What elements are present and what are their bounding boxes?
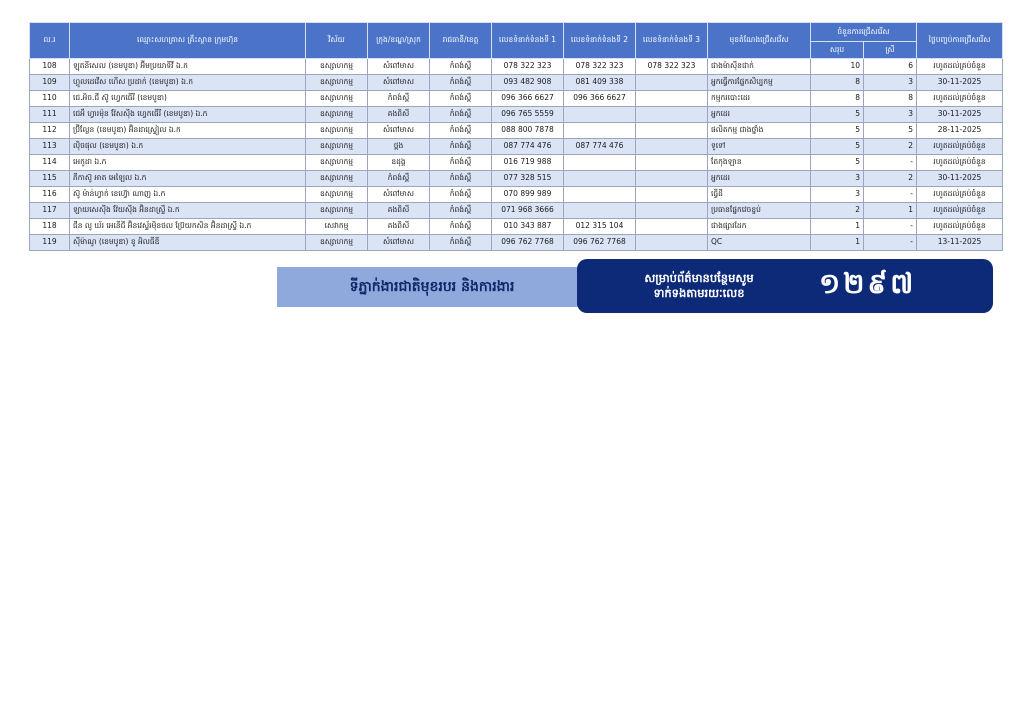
hotline-banner: [577, 259, 993, 313]
table-row: [30, 91, 1003, 107]
cell-province: កំពង់ស្ពឺ: [430, 91, 492, 107]
cell-phone3: [636, 91, 708, 107]
cell-female: 2: [864, 139, 917, 155]
cell-district: ឧដុង្គ: [368, 155, 430, 171]
cell-phone1: 077 328 515: [492, 171, 564, 187]
cell-province: កំពង់ស្ពឺ: [430, 203, 492, 219]
cell-no: 109: [30, 75, 70, 91]
cell-position: ជាងផ្សារដែក: [708, 219, 811, 235]
cell-sector: ឧស្សាហកម្ម: [306, 235, 368, 251]
cell-position: តែកុងឡាន: [708, 155, 811, 171]
cell-position: ជាងម៉ាស៊ីនជាក់: [708, 59, 811, 75]
cell-phone2: 096 366 6627: [564, 91, 636, 107]
agency-name: ទីភ្នាក់ងារជាតិមុខរបរ និងការងារ: [349, 278, 515, 295]
cell-no: 110: [30, 91, 70, 107]
header-district: ក្រុង/ខណ្ឌ/ស្រុក: [368, 23, 430, 59]
cell-no: 111: [30, 107, 70, 123]
cell-female: -: [864, 187, 917, 203]
cell-total: 3: [811, 187, 864, 203]
cell-phone1: 078 322 323: [492, 59, 564, 75]
cell-total: 3: [811, 171, 864, 187]
cell-female: -: [864, 219, 917, 235]
table-row: [30, 59, 1003, 75]
cell-no: 108: [30, 59, 70, 75]
table-row: [30, 75, 1003, 91]
job-vacancy-table: [29, 22, 1003, 251]
cell-position: កម្មករបោះដេរ: [708, 91, 811, 107]
cell-position: ផលិតកម្ម ជាងថ្នាំង: [708, 123, 811, 139]
cell-sector: ឧស្សាហកម្ម: [306, 155, 368, 171]
cell-no: 119: [30, 235, 70, 251]
cell-phone2: 078 322 323: [564, 59, 636, 75]
cell-district: សំពៅមាស: [368, 75, 430, 91]
cell-sector: ឧស្សាហកម្ម: [306, 123, 368, 139]
cell-female: -: [864, 155, 917, 171]
cell-phone1: 087 774 476: [492, 139, 564, 155]
cell-sector: ឧស្សាហកម្ម: [306, 107, 368, 123]
cell-district: សំពៅមាស: [368, 235, 430, 251]
cell-female: 6: [864, 59, 917, 75]
header-position: មុខតំណែងជ្រើសរើស: [708, 23, 811, 59]
cell-phone1: 096 366 6627: [492, 91, 564, 107]
table-row: [30, 155, 1003, 171]
header-company: ឈ្មោះសហគ្រាស គ្រឹះស្ថាន ក្រុមហ៊ុន: [70, 23, 306, 59]
cell-company: ឡាយសេស៊ីង វ៉ែយស៊ីង អ៊ិនដាស្ទ្រី ឯ.ក: [70, 203, 306, 219]
header-recruit-group: ចំនួនការជ្រើសរើស: [811, 23, 917, 42]
cell-province: កំពង់ស្ពឺ: [430, 171, 492, 187]
cell-phone1: 010 343 887: [492, 219, 564, 235]
cell-phone3: [636, 203, 708, 219]
cell-total: 5: [811, 155, 864, 171]
hotline-info-line2: ទាក់ទងតាមរយៈលេខ: [653, 286, 745, 300]
cell-company: ហ្គូលដេវើស ហើស ប្រដាក់ (ខេមបូឌា) ឯ.ក: [70, 75, 306, 91]
cell-phone1: 093 482 908: [492, 75, 564, 91]
cell-phone3: [636, 187, 708, 203]
cell-company: ជីន លូ ឃ័រ អេនើជី អ៊ិនវេស្ទ័រម៉ិនថល ប្រ៊ែយកសិន អ៊ិនដាស្ទ្រី ឯ.ក: [70, 219, 306, 235]
table-row: [30, 123, 1003, 139]
table-row: [30, 203, 1003, 219]
cell-deadline: 30-11-2025: [917, 171, 1003, 187]
cell-phone1: 088 800 7878: [492, 123, 564, 139]
cell-phone2: 081 409 338: [564, 75, 636, 91]
cell-deadline: 13-11-2025: [917, 235, 1003, 251]
cell-sector: ឧស្សាហកម្ម: [306, 171, 368, 187]
cell-sector: ឧស្សាហកម្ម: [306, 59, 368, 75]
cell-district: សំពៅមាស: [368, 59, 430, 75]
header-total: សរុប: [811, 42, 864, 59]
cell-no: 116: [30, 187, 70, 203]
cell-total: 8: [811, 75, 864, 91]
cell-female: 3: [864, 75, 917, 91]
cell-total: 5: [811, 107, 864, 123]
cell-district: សំពៅមាស: [368, 187, 430, 203]
cell-phone2: 096 762 7768: [564, 235, 636, 251]
cell-phone3: [636, 219, 708, 235]
cell-position: QC: [708, 235, 811, 251]
table-row: [30, 139, 1003, 155]
cell-sector: ឧស្សាហកម្ម: [306, 75, 368, 91]
cell-company: ភីកាស៊ូ អាត អេឡៃល ឯ.ក: [70, 171, 306, 187]
cell-position: អ្នកធ្វើការផ្នែកសិប្បកម្ម: [708, 75, 811, 91]
cell-phone3: [636, 123, 708, 139]
cell-no: 113: [30, 139, 70, 155]
cell-sector: ឧស្សាហកម្ម: [306, 203, 368, 219]
cell-position: ទូទៅ: [708, 139, 811, 155]
cell-no: 112: [30, 123, 70, 139]
header-no: ល.រ: [30, 23, 70, 59]
cell-district: គងពិសី: [368, 107, 430, 123]
cell-deadline: 28-11-2025: [917, 123, 1003, 139]
cell-deadline: 30-11-2025: [917, 107, 1003, 123]
cell-sector: ឧស្សាហកម្ម: [306, 187, 368, 203]
cell-company: ស៊ីម៉ាណូ (ខេមបូឌា) ខូ អិលធីឌី: [70, 235, 306, 251]
cell-phone2: [564, 107, 636, 123]
cell-province: កំពង់ស្ពឺ: [430, 139, 492, 155]
cell-phone2: 012 315 104: [564, 219, 636, 235]
cell-company: ជេអឹ ហ្វារម៉ុន វ៉ែសស៊ីង ហ្វេកធើរី (ខេមបូឌា) ឯ.ក: [70, 107, 306, 123]
cell-district: ថ្ពង: [368, 139, 430, 155]
hotline-info-line1: សម្រាប់ព័ត៌មានបន្ថែមសូម: [644, 271, 754, 285]
cell-phone3: 078 322 323: [636, 59, 708, 75]
table-header-row: [30, 23, 1003, 42]
cell-company: ប្រ៊ីល្លែន (ខេមបូឌា) អ៊ិនដាស្ទ្រៀល ឯ.ក: [70, 123, 306, 139]
cell-deadline: រហូតដល់គ្រប់ចំនួន: [917, 59, 1003, 75]
cell-company: ជេ.អិច.ជី ស៊ូ ហ្វេកធើរី (ខេមបូឌា): [70, 91, 306, 107]
header-phone1: លេខទំនាក់ទំនងទី 1: [492, 23, 564, 59]
cell-deadline: រហូតដល់គ្រប់ចំនួន: [917, 203, 1003, 219]
cell-total: 10: [811, 59, 864, 75]
cell-sector: សេវាកម្ម: [306, 219, 368, 235]
header-phone3: លេខទំនាក់ទំនងទី 3: [636, 23, 708, 59]
cell-position: ធ្វើដី: [708, 187, 811, 203]
cell-district: សំពៅមាស: [368, 123, 430, 139]
cell-phone2: [564, 123, 636, 139]
cell-province: កំពង់ស្ពឺ: [430, 123, 492, 139]
cell-position: អ្នកដេរ: [708, 107, 811, 123]
cell-province: កំពង់ស្ពឺ: [430, 107, 492, 123]
cell-deadline: រហូតដល់គ្រប់ចំនួន: [917, 155, 1003, 171]
cell-position: អ្នកដេរ: [708, 171, 811, 187]
cell-phone3: [636, 155, 708, 171]
cell-sector: ឧស្សាហកម្ម: [306, 91, 368, 107]
cell-no: 117: [30, 203, 70, 219]
cell-total: 1: [811, 235, 864, 251]
header-sector: វិស័យ: [306, 23, 368, 59]
cell-phone1: 096 765 5559: [492, 107, 564, 123]
cell-total: 1: [811, 219, 864, 235]
table-body: [30, 59, 1003, 251]
header-deadline: ថ្ងៃបញ្ចប់ការជ្រើសរើស: [917, 23, 1003, 59]
table-row: [30, 107, 1003, 123]
header-province: រាជធានី/ខេត្ត: [430, 23, 492, 59]
cell-province: កំពង់ស្ពឺ: [430, 187, 492, 203]
cell-company: ស៊ូ ម៉ាន់ហ្វាក់ ខេហ្វ៊ោ ណាញ ឯ.ក: [70, 187, 306, 203]
cell-total: 8: [811, 91, 864, 107]
cell-district: គងពិសី: [368, 203, 430, 219]
cell-phone2: [564, 155, 636, 171]
header-female: ស្រី: [864, 42, 917, 59]
cell-company: ឡុតនីសេល (ខេមបូឌា) អ៊ីមប្រយាទីវី ឯ.ក: [70, 59, 306, 75]
cell-female: 2: [864, 171, 917, 187]
cell-no: 114: [30, 155, 70, 171]
cell-district: កំពង់ស្ពឺ: [368, 171, 430, 187]
cell-phone2: [564, 203, 636, 219]
cell-female: -: [864, 235, 917, 251]
cell-deadline: រហូតដល់គ្រប់ចំនួន: [917, 187, 1003, 203]
cell-phone2: [564, 187, 636, 203]
cell-no: 115: [30, 171, 70, 187]
cell-phone3: [636, 139, 708, 155]
cell-phone3: [636, 107, 708, 123]
cell-phone1: 070 899 989: [492, 187, 564, 203]
cell-female: 8: [864, 91, 917, 107]
table-row: [30, 187, 1003, 203]
cell-deadline: រហូតដល់គ្រប់ចំនួន: [917, 139, 1003, 155]
agency-banner: [277, 267, 587, 307]
cell-deadline: រហូតដល់គ្រប់ចំនួន: [917, 91, 1003, 107]
cell-district: កំពង់ស្ពឺ: [368, 91, 430, 107]
cell-no: 118: [30, 219, 70, 235]
cell-position: ប្រធានផ្នែកវេចខ្ចប់: [708, 203, 811, 219]
cell-phone1: 016 719 988: [492, 155, 564, 171]
table-row: [30, 235, 1003, 251]
cell-deadline: រហូតដល់គ្រប់ចំនួន: [917, 219, 1003, 235]
header-phone2: លេខទំនាក់ទំនងទី 2: [564, 23, 636, 59]
table-row: [30, 219, 1003, 235]
cell-province: កំពង់ស្ពឺ: [430, 59, 492, 75]
cell-total: 5: [811, 139, 864, 155]
cell-province: កំពង់ស្ពឺ: [430, 75, 492, 91]
cell-phone1: 096 762 7768: [492, 235, 564, 251]
cell-company: អេកូដា ឯ.ក: [70, 155, 306, 171]
cell-phone1: 071 968 3666: [492, 203, 564, 219]
cell-province: កំពង់ស្ពឺ: [430, 155, 492, 171]
cell-phone2: [564, 171, 636, 187]
cell-company: ល៉ិចផុល (ខេមបូឌា) ឯ.ក: [70, 139, 306, 155]
hotline-number: ១២៩៧: [819, 266, 917, 300]
cell-phone3: [636, 235, 708, 251]
hotline-info: [609, 271, 789, 301]
cell-deadline: 30-11-2025: [917, 75, 1003, 91]
cell-province: កំពង់ស្ពឺ: [430, 219, 492, 235]
cell-female: 3: [864, 107, 917, 123]
cell-phone3: [636, 171, 708, 187]
cell-total: 5: [811, 123, 864, 139]
cell-female: 1: [864, 203, 917, 219]
cell-phone3: [636, 75, 708, 91]
table-row: [30, 171, 1003, 187]
cell-sector: ឧស្សាហកម្ម: [306, 139, 368, 155]
cell-phone2: 087 774 476: [564, 139, 636, 155]
cell-total: 2: [811, 203, 864, 219]
cell-province: កំពង់ស្ពឺ: [430, 235, 492, 251]
cell-district: គងពិសី: [368, 219, 430, 235]
cell-female: 5: [864, 123, 917, 139]
